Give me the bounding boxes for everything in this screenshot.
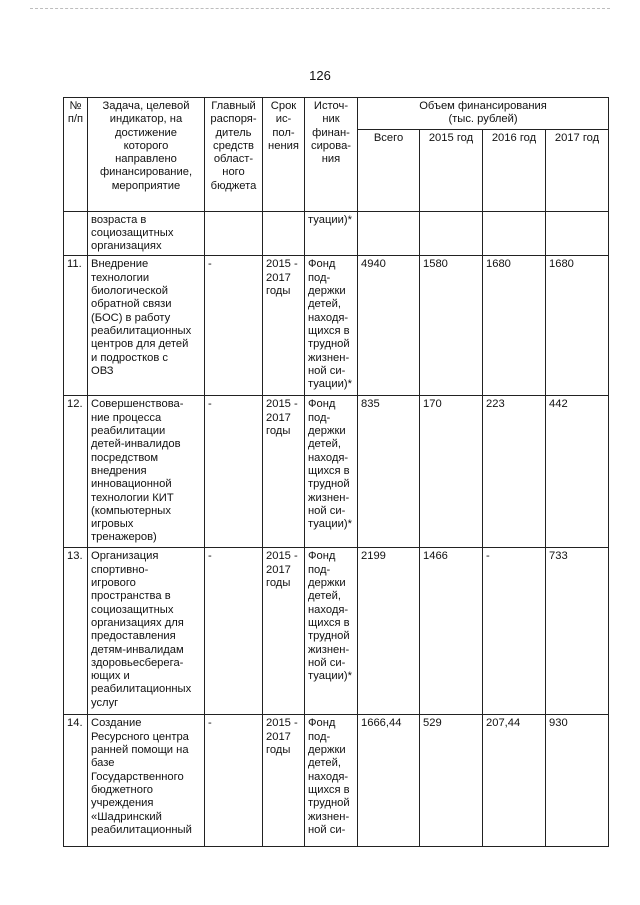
cell-num: 11. (64, 256, 88, 396)
cell-2015 (420, 211, 483, 256)
cell-2017: 733 (546, 548, 609, 715)
header-total: Всего (358, 129, 420, 211)
table-row (64, 715, 609, 847)
cell-2016: - (483, 548, 546, 715)
page-number: 126 (309, 68, 331, 83)
cell-task: Создание Ресурсного центра ранней помощи на базе Государственного бюджетного учреждения «Шадринский реабилитационный (88, 715, 205, 847)
cell-source: Фонд под- держки детей, находя- щихся в трудной жизнен- ной си- (305, 715, 358, 847)
cell-2015: 529 (420, 715, 483, 847)
cell-total: 2199 (358, 548, 420, 715)
cell-task: Организация спортивно- игрового пространства в социозащитных организациях для предоставления детям-инвалидам здоровьесберега- ющих и реабилитационных услуг (88, 548, 205, 715)
cell-manager: - (205, 256, 263, 396)
cell-task: Совершенствова- ние процесса реабилитации детей-инвалидов посредством внедрения инновационной технологии КИТ (компьютерных игровых тренажеров) (88, 396, 205, 548)
header-task: Задача, целевой индикатор, на достижение которого направлено финансирование, мероприятие (88, 98, 205, 212)
cell-total: 1666,44 (358, 715, 420, 847)
header-manager: Главный распоря- дитель средств област- ного бюджета (205, 98, 263, 212)
cell-num: 12. (64, 396, 88, 548)
cell-2016: 1680 (483, 256, 546, 396)
cell-2016 (483, 211, 546, 256)
cell-num: 14. (64, 715, 88, 847)
cell-2017: 442 (546, 396, 609, 548)
cell-task: возраста в социозащитных организациях (88, 211, 205, 256)
cell-num: 13. (64, 548, 88, 715)
header-2015: 2015 год (420, 129, 483, 211)
header-2017: 2017 год (546, 129, 609, 211)
cell-manager (205, 211, 263, 256)
cell-term: 2015 - 2017 годы (263, 715, 305, 847)
cell-source: Фонд под- держки детей, находя- щихся в трудной жизнен- ной си- туации)* (305, 256, 358, 396)
cell-2015: 170 (420, 396, 483, 548)
cell-2015: 1580 (420, 256, 483, 396)
table-row (64, 256, 609, 396)
cell-2017: 1680 (546, 256, 609, 396)
cell-2016: 207,44 (483, 715, 546, 847)
header-num: № п/п (64, 98, 88, 212)
table-row (64, 548, 609, 715)
table-row (64, 396, 609, 548)
cell-manager: - (205, 396, 263, 548)
cell-2017: 930 (546, 715, 609, 847)
header-financing: Объем финансирования (тыс. рублей) (358, 98, 609, 130)
table-header-row (64, 98, 609, 130)
cell-term: 2015 - 2017 годы (263, 548, 305, 715)
cell-source: Фонд под- держки детей, находя- щихся в трудной жизнен- ной си- туации)* (305, 396, 358, 548)
cell-total: 835 (358, 396, 420, 548)
cell-manager: - (205, 715, 263, 847)
financing-table (63, 97, 609, 847)
cell-total (358, 211, 420, 256)
cell-term: 2015 - 2017 годы (263, 256, 305, 396)
table-row-continuation (64, 211, 609, 256)
header-source: Источ- ник финан- сирова- ния (305, 98, 358, 212)
cell-source: туации)* (305, 211, 358, 256)
cell-term (263, 211, 305, 256)
cell-manager: - (205, 548, 263, 715)
cell-num (64, 211, 88, 256)
cell-total: 4940 (358, 256, 420, 396)
cell-term: 2015 - 2017 годы (263, 396, 305, 548)
cell-task: Внедрение технологии биологической обратной связи (БОС) в работу реабилитационных центров для детей и подростков с ОВЗ (88, 256, 205, 396)
cell-source: Фонд под- держки детей, находя- щихся в трудной жизнен- ной си- туации)* (305, 548, 358, 715)
cell-2016: 223 (483, 396, 546, 548)
header-term: Срок ис- пол- нения (263, 98, 305, 212)
cell-2017 (546, 211, 609, 256)
cell-2015: 1466 (420, 548, 483, 715)
scan-edge-line (30, 8, 610, 9)
header-2016: 2016 год (483, 129, 546, 211)
